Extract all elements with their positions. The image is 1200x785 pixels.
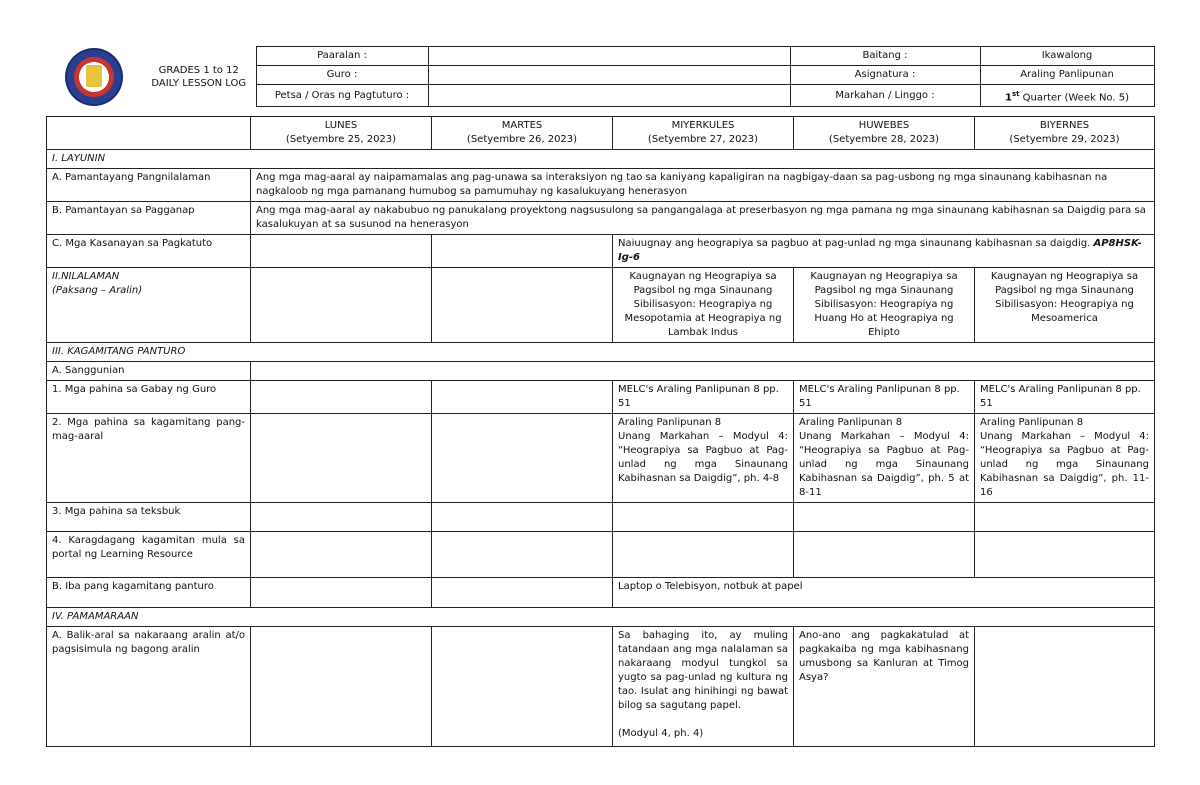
asignatura-value: Araling Panlipunan bbox=[980, 66, 1154, 85]
day-date: (Setyembre 29, 2023) bbox=[1009, 134, 1120, 145]
petsa-value bbox=[428, 85, 790, 107]
header-table bbox=[46, 46, 1155, 107]
day-header-martes bbox=[432, 117, 613, 150]
cell-tue bbox=[432, 235, 613, 268]
day-header-lunes bbox=[251, 117, 432, 150]
paaralan-label: Paaralan : bbox=[256, 47, 428, 66]
sanggunian-value bbox=[251, 362, 1155, 381]
cell-mon bbox=[251, 503, 432, 532]
cell-wed bbox=[613, 532, 794, 578]
cell-fri bbox=[975, 532, 1155, 578]
markahan-number: 1 bbox=[1005, 91, 1012, 103]
gabay-wed: MELC's Araling Panlipunan 8 pp. 51 bbox=[613, 381, 794, 414]
row-pamantayang-pangnilalaman bbox=[47, 169, 1155, 202]
cell-thu bbox=[794, 532, 975, 578]
log-title: DAILY LESSON LOG bbox=[151, 77, 247, 89]
cell-fri bbox=[975, 503, 1155, 532]
magaaral-thu: Araling Panlipunan 8 Unang Markahan – Modyul 4: “Heograpiya sa Pagbuo at Pag-unlad ng mga Sinaunang Kabihasnan sa Daigdig”, ph. 5 at 8-11 bbox=[794, 414, 975, 503]
row-label: B. Pamantayan sa Pagganap bbox=[47, 202, 251, 235]
section-heading-kagamitan: III. KAGAMITANG PANTURO bbox=[47, 343, 1155, 362]
cell-tue bbox=[432, 503, 613, 532]
day-name: MARTES bbox=[501, 120, 543, 131]
row-nilalaman bbox=[47, 268, 1155, 343]
pangnilalaman-text: Ang mga mag-aaral ay naipamamalas ang pag-unawa sa interaksiyon ng tao sa kaniyang kapaligiran na nagbigay-daan sa pag-usbong ng mga sinaunang kabihasnan na nagkaloob ng mga pamanang humubog sa pamumuhay ng kasalukuyang henerasyon bbox=[251, 169, 1155, 202]
day-name: BIYERNES bbox=[1039, 120, 1090, 131]
cell-wed bbox=[613, 503, 794, 532]
section-heading-pamamaraan: IV. PAMAMARAAN bbox=[47, 608, 1155, 627]
kasanayan-text bbox=[613, 235, 1155, 268]
markahan-rest: Quarter (Week No. 5) bbox=[1019, 91, 1129, 103]
day-header-huwebes bbox=[794, 117, 975, 150]
day-date: (Setyembre 27, 2023) bbox=[647, 134, 759, 145]
guro-value bbox=[428, 66, 790, 85]
nilalaman-subheading: (Paksang – Aralin) bbox=[52, 285, 143, 296]
nilalaman-thu: Kaugnayan ng Heograpiya sa Pagsibol ng mga Sinaunang Sibilisasyon: Heograpiya ng Huang Ho at Heograpiya ng Ehipto bbox=[794, 268, 975, 343]
section-row-layunin bbox=[47, 150, 1155, 169]
row-label: 2. Mga pahina sa kagamitang pang-mag-aaral bbox=[47, 414, 251, 503]
day-date: (Setyembre 26, 2023) bbox=[466, 134, 578, 145]
pagganap-text: Ang mga mag-aaral ay nakabubuo ng panukalang proyektong nagsusulong sa pangangalaga at preserbasyon ng mga pamana ng mga sinaunang kabihasnan sa Daigdig para sa kasalukuyan at sa susunod na henerasyon bbox=[251, 202, 1155, 235]
log-title-cell bbox=[142, 47, 256, 107]
row-label: A. Sanggunian bbox=[47, 362, 251, 381]
balik-wed-text: Sa bahaging ito, ay muling tatandaan ang mga nalalaman sa nakaraang modyul tungkol sa yugto sa pag-unlad ng kultura ng tao. Isulat ang hinihingi ng bawat bilog sa sagutang papel. bbox=[618, 630, 788, 711]
cell-mon bbox=[251, 268, 432, 343]
row-label: B. Iba pang kagamitang panturo bbox=[47, 578, 251, 608]
iba-text: Laptop o Telebisyon, notbuk at papel bbox=[613, 578, 1155, 608]
day-name: LUNES bbox=[324, 120, 358, 131]
row-teksbuk bbox=[47, 503, 1155, 532]
row-label: A. Pamantayang Pangnilalaman bbox=[47, 169, 251, 202]
deped-seal bbox=[46, 47, 142, 107]
row-kasanayan bbox=[47, 235, 1155, 268]
magaaral-wed: Araling Panlipunan 8 Unang Markahan – Modyul 4: “Heograpiya sa Pagbuo at Pag-unlad ng mga Sinaunang Kabihasnan sa Daigdig”, ph. 4-8 bbox=[613, 414, 794, 503]
row-label: 1. Mga pahina sa Gabay ng Guro bbox=[47, 381, 251, 414]
row-gabay-guro bbox=[47, 381, 1155, 414]
cell-mon bbox=[251, 578, 432, 608]
baitang-label: Baitang : bbox=[790, 47, 980, 66]
cell-thu bbox=[794, 503, 975, 532]
balik-wed bbox=[613, 627, 794, 747]
row-label: A. Balik-aral sa nakaraang aralin at/o pagsisimula ng bagong aralin bbox=[47, 627, 251, 747]
markahan-value bbox=[980, 85, 1154, 107]
kasanayan-code: AP8HSK-Ig-6 bbox=[618, 238, 1142, 263]
paaralan-value bbox=[428, 47, 790, 66]
nilalaman-wed: Kaugnayan ng Heograpiya sa Pagsibol ng mga Sinaunang Sibilisasyon: Heograpiya ng Mesopotamia at Heograpiya ng Lambak Indus bbox=[613, 268, 794, 343]
day-header-biyernes bbox=[975, 117, 1155, 150]
row-label: 4. Karagdagang kagamitan mula sa portal ng Learning Resource bbox=[47, 532, 251, 578]
row-sanggunian bbox=[47, 362, 1155, 381]
row-balik-aral bbox=[47, 627, 1155, 747]
balik-wed-reference: (Modyul 4, ph. 4) bbox=[618, 728, 704, 739]
asignatura-label: Asignatura : bbox=[790, 66, 980, 85]
section-row-kagamitan bbox=[47, 343, 1155, 362]
row-label: 3. Mga pahina sa teksbuk bbox=[47, 503, 251, 532]
cell-mon bbox=[251, 532, 432, 578]
days-header-row bbox=[47, 117, 1155, 150]
cell-fri bbox=[975, 627, 1155, 747]
cell-tue bbox=[432, 414, 613, 503]
cell-tue bbox=[432, 627, 613, 747]
row-karagdagang-kagamitan bbox=[47, 532, 1155, 578]
markahan-label: Markahan / Linggo : bbox=[790, 85, 980, 107]
day-date: (Setyembre 28, 2023) bbox=[828, 134, 940, 145]
day-name: HUWEBES bbox=[858, 120, 910, 131]
section-heading-layunin: I. LAYUNIN bbox=[47, 150, 1155, 169]
cell-mon bbox=[251, 235, 432, 268]
gabay-thu: MELC's Araling Panlipunan 8 pp. 51 bbox=[794, 381, 975, 414]
cell-mon bbox=[251, 627, 432, 747]
row-iba-pang-kagamitan bbox=[47, 578, 1155, 608]
markahan-superscript: st bbox=[1011, 89, 1020, 98]
section-row-pamamaraan bbox=[47, 608, 1155, 627]
balik-thu: Ano-ano ang pagkakatulad at pagkakaiba ng mga kabihasnang umusbong sa Kanluran at Timog Asya? bbox=[794, 627, 975, 747]
cell-mon bbox=[251, 381, 432, 414]
row-kagamitang-mag-aaral bbox=[47, 414, 1155, 503]
blank-header-cell bbox=[47, 117, 251, 150]
magaaral-fri: Araling Panlipunan 8 Unang Markahan – Modyul 4: “Heograpiya sa Pagbuo at Pag-unlad ng mga Sinaunang Kabihasnan sa Daigdig”, ph. 11-16 bbox=[975, 414, 1155, 503]
cell-tue bbox=[432, 532, 613, 578]
day-header-miyerkules bbox=[613, 117, 794, 150]
gabay-fri: MELC's Araling Panlipunan 8 pp. 51 bbox=[975, 381, 1155, 414]
lesson-log-table bbox=[46, 116, 1155, 747]
day-date: (Setyembre 25, 2023) bbox=[285, 134, 397, 145]
cell-tue bbox=[432, 268, 613, 343]
row-label: C. Mga Kasanayan sa Pagkatuto bbox=[47, 235, 251, 268]
deped-seal-icon bbox=[65, 48, 123, 106]
day-name: MIYERKULES bbox=[671, 120, 735, 131]
baitang-value: Ikawalong bbox=[980, 47, 1154, 66]
nilalaman-heading: II.NILALAMAN bbox=[52, 271, 120, 282]
guro-label: Guro : bbox=[256, 66, 428, 85]
nilalaman-fri: Kaugnayan ng Heograpiya sa Pagsibol ng mga Sinaunang Sibilisasyon: Heograpiya ng Mesoamerica bbox=[975, 268, 1155, 343]
cell-mon bbox=[251, 414, 432, 503]
row-label-nilalaman bbox=[47, 268, 251, 343]
cell-tue bbox=[432, 578, 613, 608]
row-pamantayan-pagganap bbox=[47, 202, 1155, 235]
cell-tue bbox=[432, 381, 613, 414]
petsa-label: Petsa / Oras ng Pagtuturo : bbox=[256, 85, 428, 107]
kasanayan-description: Naiuugnay ang heograpiya sa pagbuo at pag-unlad ng mga sinaunang kabihasnan sa daigdig. bbox=[618, 238, 1094, 249]
grades-label: GRADES 1 to 12 bbox=[158, 64, 239, 76]
